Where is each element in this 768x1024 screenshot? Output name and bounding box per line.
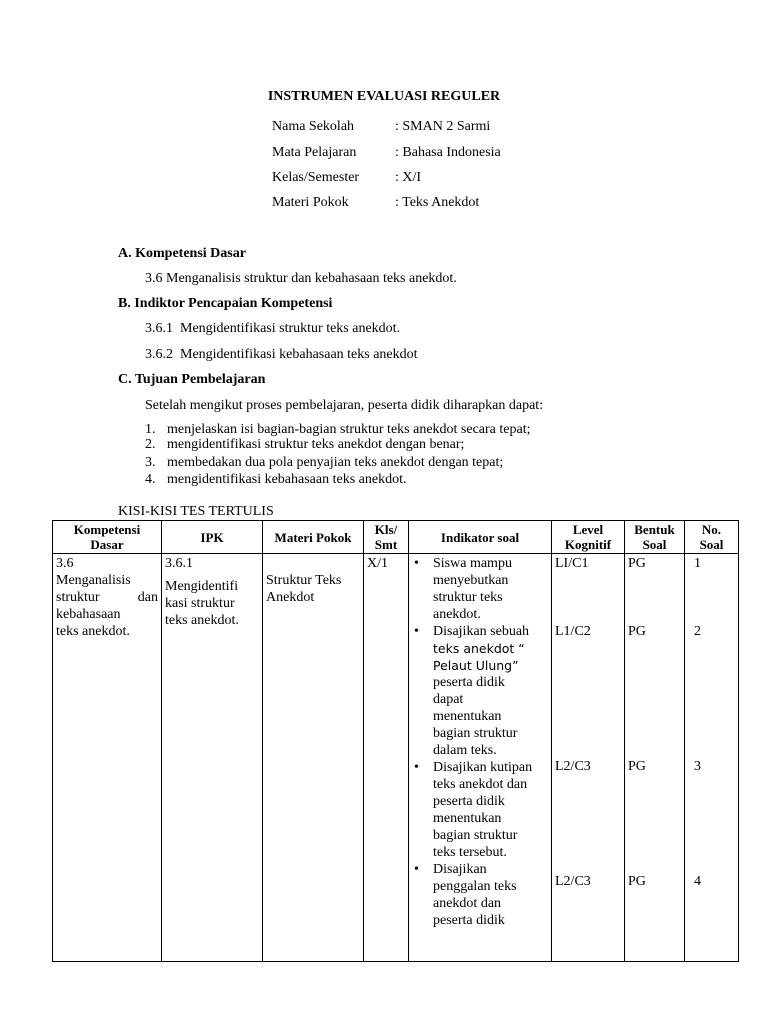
header-no-soal: No. Soal — [685, 521, 739, 554]
indicator-bullet — [412, 555, 548, 623]
bullet-icon: • — [414, 760, 419, 775]
header-indikator-soal: Indikator soal — [409, 521, 552, 554]
cell-line: struktur teks — [433, 590, 503, 605]
nomor-value: 1 — [694, 556, 701, 571]
cell-line: anekdot. — [433, 607, 481, 622]
cell-materi-pokok — [263, 554, 364, 962]
cell-line: Pelaut Ulung” — [433, 658, 519, 673]
cell-kls-smt: X/1 — [364, 554, 409, 962]
cell-line: teks anekdot. — [165, 613, 239, 628]
cell-line: peserta didik — [433, 794, 505, 809]
cell-line: peserta didik — [433, 913, 505, 928]
cell-line: teks anekdot “ — [433, 641, 525, 656]
info-value: : X/I — [395, 170, 422, 185]
cell-line: kebahasaan — [56, 607, 121, 622]
list-number: 4. — [145, 472, 156, 487]
bentuk-value: PG — [628, 874, 646, 889]
bentuk-value: PG — [628, 759, 646, 774]
cell-line: menyebutkan — [433, 573, 509, 588]
cell-line: 3.6 — [56, 556, 74, 571]
info-key: Nama Sekolah — [272, 119, 355, 134]
section-a-text: 3.6 Menganalisis struktur dan kebahasaan teks anekdot. — [145, 271, 457, 286]
list-text: membedakan dua pola penyajian teks anekdot dengan tepat; — [167, 455, 504, 470]
bullet-icon: • — [414, 624, 419, 639]
nomor-value: 4 — [694, 874, 701, 889]
cell-no-soal — [685, 554, 739, 962]
indicator-item: 3.6.2 Mengidentifikasi kebahasaan teks anekdot — [145, 347, 418, 362]
cell-line: teks tersebut. — [433, 845, 507, 860]
bentuk-value: PG — [628, 624, 646, 639]
header-materi-pokok: Materi Pokok — [263, 521, 364, 554]
nomor-value: 3 — [694, 759, 701, 774]
list-number: 2. — [145, 437, 156, 452]
cell-line: menentukan — [433, 811, 502, 826]
ipk-code: 3.6.1 — [165, 556, 193, 571]
cell-bentuk-soal — [625, 554, 685, 962]
bullet-icon: • — [414, 862, 419, 877]
nomor-value: 2 — [694, 624, 701, 639]
cell-line: Anekdot — [266, 590, 315, 605]
cell-line: Mengidentifi — [165, 579, 239, 594]
cell-line: dapat — [433, 692, 464, 707]
cell-line: menentukan — [433, 709, 502, 724]
list-number: 1. — [145, 422, 156, 437]
cell-indikator-soal — [409, 554, 552, 962]
level-value: L2/C3 — [555, 759, 591, 774]
info-key: Kelas/Semester — [272, 170, 360, 185]
cell-line: bagian struktur — [433, 726, 518, 741]
cell-line: anekdot dan — [433, 896, 502, 911]
indicator-bullet — [412, 623, 548, 759]
table-header-row — [53, 521, 739, 554]
indicator-bullet — [412, 861, 548, 929]
bentuk-value: PG — [628, 556, 646, 571]
info-key: Mata Pelajaran — [272, 145, 357, 160]
kisi-kisi-title: KISI-KISI TES TERTULIS — [118, 504, 274, 519]
info-key: Materi Pokok — [272, 195, 349, 210]
section-c-heading: C. Tujuan Pembelajaran — [118, 372, 266, 387]
bullet-icon: • — [414, 556, 419, 571]
level-value: L1/C2 — [555, 624, 591, 639]
info-value: : SMAN 2 Sarmi — [395, 119, 491, 134]
cell-line: Menganalisis — [56, 573, 131, 588]
list-number: 3. — [145, 455, 156, 470]
table-row — [53, 554, 739, 962]
header-level-kognitif: Level Kognitif — [552, 521, 625, 554]
cell-line: Siswa mampu — [433, 556, 512, 571]
kisi-kisi-table — [52, 520, 739, 962]
section-c-intro: Setelah mengikut proses pembelajaran, peserta didik diharapkan dapat: — [145, 398, 544, 413]
cell-ipk — [162, 554, 263, 962]
cell-line: Disajikan sebuah — [433, 624, 530, 639]
level-value: L2/C3 — [555, 874, 591, 889]
header-kompetensi-dasar: Kompetensi Dasar — [53, 521, 162, 554]
section-a-heading: A. Kompetensi Dasar — [118, 246, 246, 261]
list-text: menjelaskan isi bagian-bagian struktur teks anekdot secara tepat; — [167, 422, 531, 437]
section-b-heading: B. Indiktor Pencapaian Kompetensi — [118, 296, 333, 311]
cell-line: kasi struktur — [165, 596, 235, 611]
indicator-bullet — [412, 759, 548, 861]
cell-line: peserta didik — [433, 675, 505, 690]
header-bentuk-soal: Bentuk Soal — [625, 521, 685, 554]
info-value: : Bahasa Indonesia — [395, 145, 501, 160]
document-title: INSTRUMEN EVALUASI REGULER — [267, 89, 501, 104]
indicator-item: 3.6.1 Mengidentifikasi struktur teks anekdot. — [145, 321, 401, 336]
cell-line: teks anekdot dan — [433, 777, 528, 792]
info-value: : Teks Anekdot — [395, 195, 480, 210]
cell-line: Struktur Teks — [266, 573, 342, 588]
cell-line: teks anekdot. — [56, 624, 130, 639]
cell-line: Disajikan — [433, 862, 487, 877]
level-value: LI/C1 — [555, 556, 589, 571]
cell-kompetensi-dasar — [53, 554, 162, 962]
cell-line: penggalan teks — [433, 879, 517, 894]
header-kls-smt: Kls/ Smt — [364, 521, 409, 554]
cell-level-kognitif — [552, 554, 625, 962]
cell-line: Disajikan kutipan — [433, 760, 533, 775]
header-ipk: IPK — [162, 521, 263, 554]
cell-line: bagian struktur — [433, 828, 518, 843]
list-text: mengidentifikasi kebahasaan teks anekdot. — [167, 472, 407, 487]
cell-line: dalam teks. — [433, 743, 497, 758]
cell-line: struktur dan — [56, 590, 158, 605]
list-text: mengidentifikasi struktur teks anekdot dengan benar; — [167, 437, 465, 452]
